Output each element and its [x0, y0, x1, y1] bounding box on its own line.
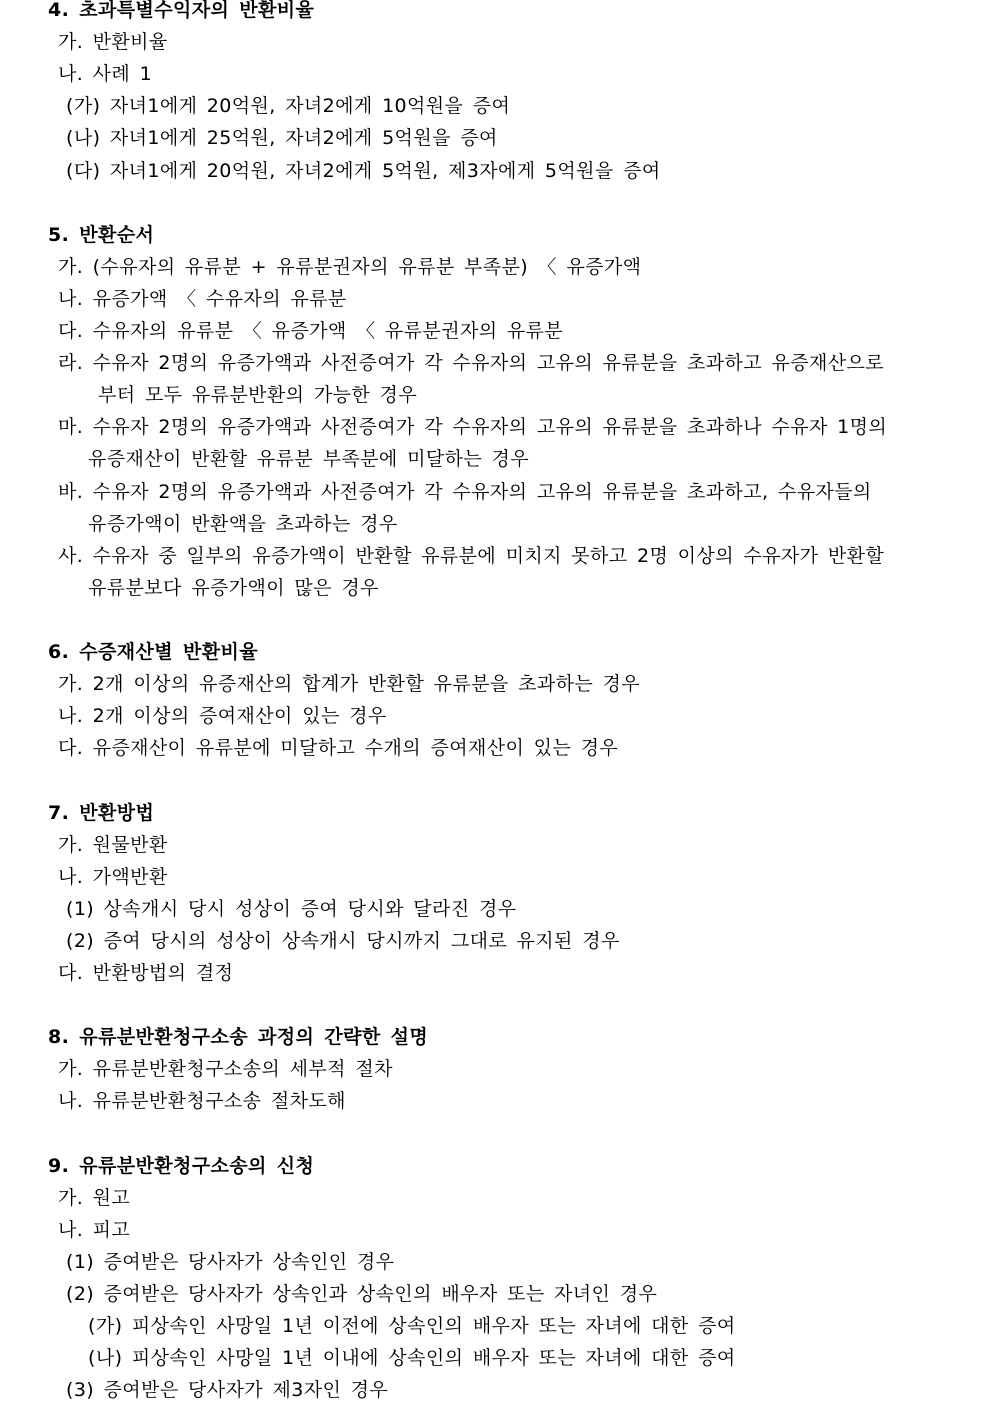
- section-heading: 8. 유류분반환청구소송 과정의 간략한 설명: [48, 1026, 429, 1049]
- section-heading: 6. 수증재산별 반환비율: [48, 641, 259, 663]
- section-heading: 4. 초과특별수익자의 반환비율: [48, 0, 315, 21]
- outline-item: 나. 가액반환: [58, 865, 168, 888]
- outline-item: (3) 증여받은 당사자가 제3자인 경우: [66, 1379, 389, 1402]
- outline-item: (1) 증여받은 당사자가 상속인인 경우: [66, 1250, 395, 1273]
- section-heading: 7. 반환방법: [48, 801, 155, 824]
- outline-item: (2) 증여 당시의 성상이 상속개시 당시까지 그대로 유지된 경우: [66, 929, 620, 952]
- outline-item: 다. 반환방법의 결정: [58, 962, 234, 984]
- section-heading: 5. 반환순서: [48, 223, 155, 246]
- outline-item: 마. 수유자 2명의 유증가액과 사전증여가 각 수유자의 고유의 유류분을 초과하나 수유자 1명의: [58, 416, 888, 439]
- outline-item: (2) 증여받은 당사자가 상속인과 상속인의 배우자 또는 자녀인 경우: [66, 1283, 658, 1305]
- outline-item: 부터 모두 유류분반환의 가능한 경우: [98, 384, 418, 407]
- outline-item: (가) 피상속인 사망일 1년 이전에 상속인의 배우자 또는 자녀에 대한 증여: [88, 1315, 736, 1338]
- outline-item: (1) 상속개시 당시 성상이 증여 당시와 달라진 경우: [66, 897, 517, 920]
- outline-item: 다. 수유자의 유류분 〈 유증가액 〈 유류분권자의 유류분: [58, 320, 564, 342]
- outline-item: 나. 유류분반환청구소송 절차도해: [58, 1090, 346, 1113]
- outline-item: 유류분보다 유증가액이 많은 경우: [88, 576, 379, 599]
- outline-item: (나) 피상속인 사망일 1년 이내에 상속인의 배우자 또는 자녀에 대한 증여: [88, 1347, 736, 1370]
- outline-item: 다. 유증재산이 유류분에 미달하고 수개의 증여재산이 있는 경우: [58, 737, 619, 760]
- outline-item: 가. 원고: [58, 1186, 131, 1209]
- outline-item: 가. (수유자의 유류분 + 유류분권자의 유류분 부족분) 〈 유증가액: [58, 255, 642, 278]
- outline-item: 나. 유증가액 〈 수유자의 유류분: [58, 287, 347, 310]
- outline-item: 나. 피고: [58, 1218, 131, 1241]
- section-heading: 9. 유류분반환청구소송의 신청: [48, 1154, 315, 1177]
- outline-item: 나. 2개 이상의 증여재산이 있는 경우: [58, 705, 387, 728]
- outline-item: 사. 수유자 중 일부의 유증가액이 반환할 유류분에 미치지 못하고 2명 이상의 수유자가 반환할: [58, 544, 885, 567]
- outline-item: 라. 수유자 2명의 유증가액과 사전증여가 각 수유자의 고유의 유류분을 초과하고 유증재산으로: [58, 352, 884, 375]
- outline-item: 나. 사례 1: [58, 63, 153, 86]
- outline-item: 가. 2개 이상의 유증재산의 합계가 반환할 유류분을 초과하는 경우: [58, 673, 641, 696]
- outline-item: 가. 원물반환: [58, 833, 168, 856]
- outline-item: 가. 반환비율: [58, 31, 168, 54]
- outline-item: (다) 자녀1에게 20억원, 자녀2에게 5억원, 제3자에게 5억원을 증여: [66, 159, 661, 182]
- outline-item: 유증가액이 반환액을 초과하는 경우: [88, 512, 398, 535]
- outline-item: (가) 자녀1에게 20억원, 자녀2에게 10억원을 증여: [66, 95, 511, 118]
- outline-item: 가. 유류분반환청구소송의 세부적 절차: [58, 1058, 393, 1081]
- outline-item: 바. 수유자 2명의 유증가액과 사전증여가 각 수유자의 고유의 유류분을 초과하고, 수유자들의: [58, 480, 872, 503]
- outline-item: 유증재산이 반환할 유류분 부족분에 미달하는 경우: [88, 448, 530, 471]
- outline-item: (나) 자녀1에게 25억원, 자녀2에게 5억원을 증여: [66, 127, 498, 150]
